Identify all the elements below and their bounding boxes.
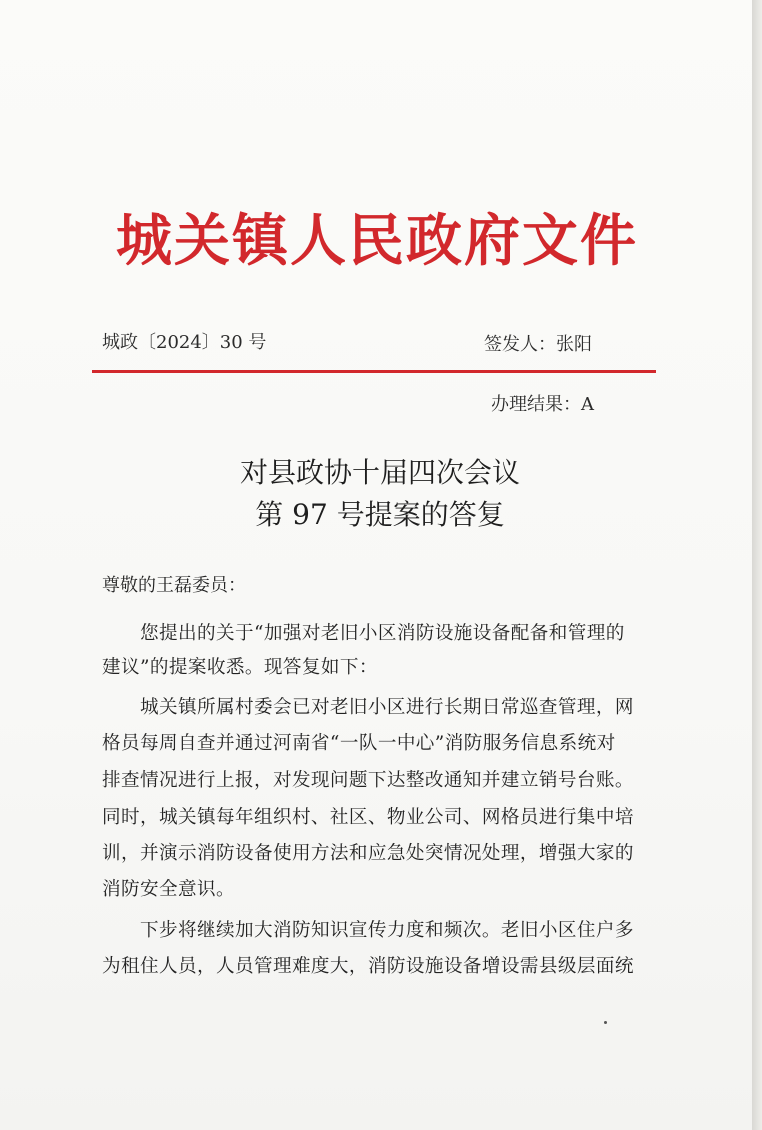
body-line: 训，并演示消防设备使用方法和应急处突情况处理，增强大家的: [102, 843, 634, 864]
body-line: 下步将继续加大消防知识宣传力度和频次。老旧小区住户多: [140, 920, 634, 941]
body-line: 排查情况进行上报，对发现问题下达整改通知并建立销号台账。: [102, 770, 634, 791]
paper-edge: [752, 0, 762, 1130]
ink-speck: [604, 1021, 607, 1024]
body-line: 为租住人员，人员管理难度大，消防设施设备增设需县级层面统: [102, 956, 634, 977]
body-line: 建议”的提案收悉。现答复如下：: [102, 657, 378, 678]
red-separator-line: [92, 370, 656, 373]
document-masthead: 城关镇人民政府文件: [116, 208, 638, 274]
document-title-line-1: 对县政协十届四次会议: [239, 456, 520, 489]
body-line: 城关镇所属村委会已对老旧小区进行长期日常巡查管理，网: [140, 697, 634, 718]
body-line: 您提出的关于“加强对老旧小区消防设施设备配备和管理的: [140, 623, 625, 644]
body-line: 格员每周自查并通过河南省“一队一中心”消防服务信息系统对: [102, 733, 616, 754]
document-number: 城政〔2024〕30 号: [102, 332, 267, 353]
body-line: 同时，城关镇每年组织村、社区、物业公司、网格员进行集中培: [102, 807, 634, 828]
signer: 签发人：张阳: [484, 334, 592, 355]
document-title-line-2: 第 97 号提案的答复: [255, 498, 505, 531]
salutation: 尊敬的王磊委员：: [102, 575, 246, 596]
body-line: 消防安全意识。: [102, 879, 235, 900]
handling-result: 办理结果：A: [491, 394, 594, 415]
